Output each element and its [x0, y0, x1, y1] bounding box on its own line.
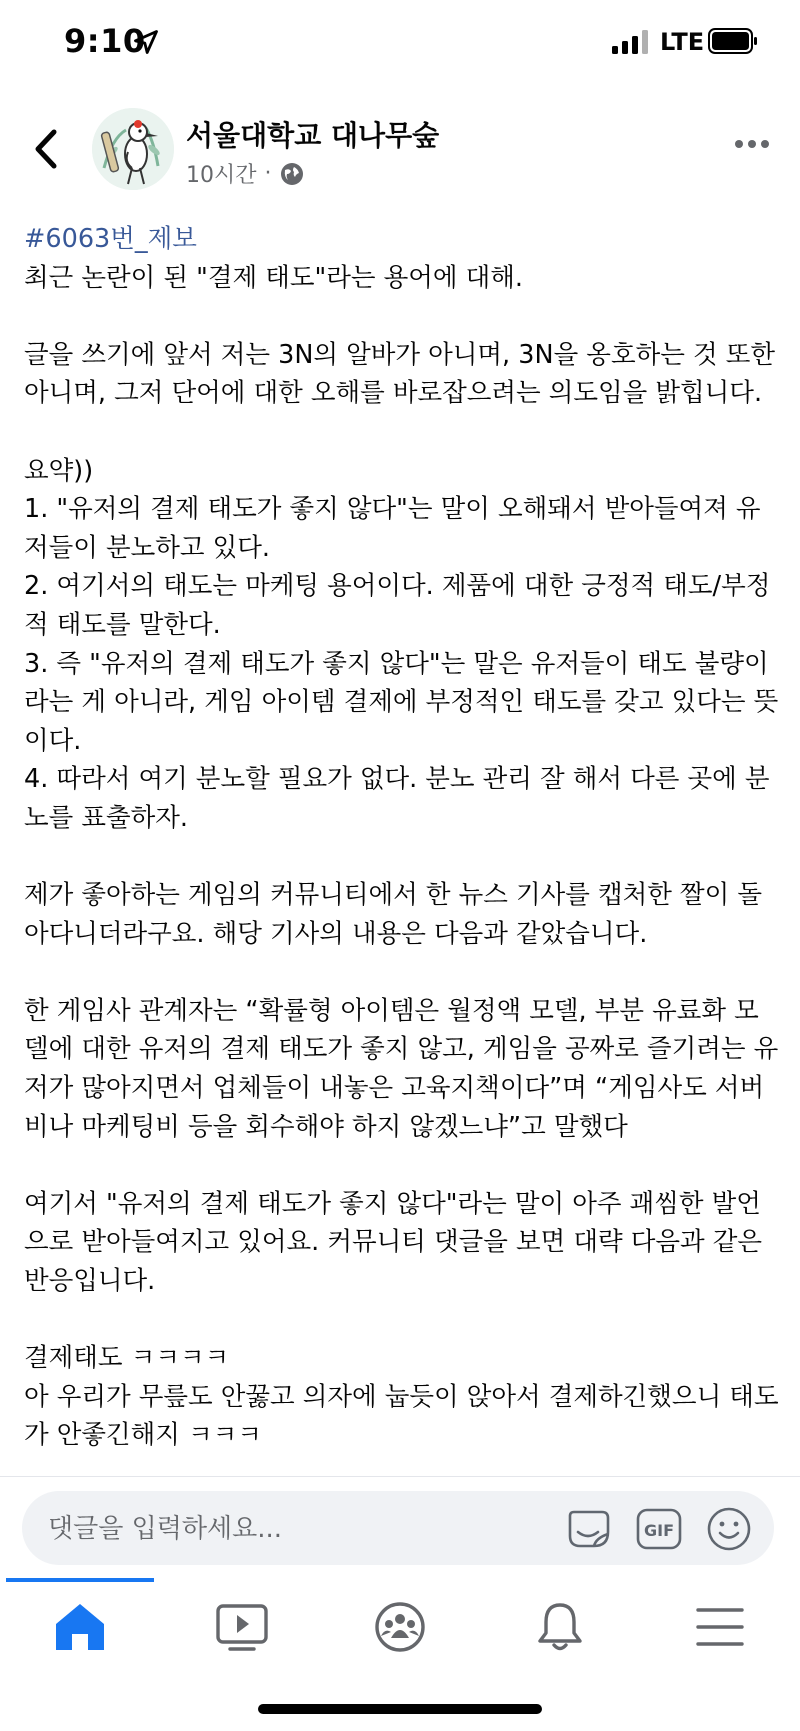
comment-bar [0, 1476, 800, 1573]
menu-icon[interactable] [690, 1600, 750, 1654]
post-header [0, 100, 800, 200]
post-paragraph: 최근 논란이 된 "결제 태도"라는 용어에 대해. [24, 262, 523, 293]
post-paragraph: 3. 즉 "유저의 결제 태도가 좋지 않다"는 말은 유저들이 태도 불량이라는 게 아니라, 게임 아이템 결제에 부정적인 태도를 갖고 있다는 뜻이다. [24, 648, 779, 756]
sticker-icon[interactable] [566, 1506, 612, 1552]
status-bar [0, 0, 800, 90]
location-arrow-icon [132, 28, 160, 56]
back-chevron-icon[interactable] [30, 126, 62, 172]
cellular-signal-icon [612, 30, 650, 54]
comment-box[interactable] [22, 1491, 774, 1565]
home-indicator[interactable] [258, 1704, 542, 1714]
post-paragraph: 제가 좋아하는 게임의 커뮤니티에서 한 뉴스 기사를 캡처한 짤이 돌아다니더라구요. 해당 기사의 내용은 다음과 같았습니다. [24, 880, 763, 949]
groups-icon[interactable] [370, 1600, 430, 1654]
emoji-icon[interactable] [706, 1506, 752, 1552]
bamboo-bird-logo-icon [92, 108, 174, 190]
comment-input[interactable] [46, 1511, 490, 1547]
page-avatar[interactable] [92, 108, 174, 190]
network-type: LTE [660, 28, 705, 56]
post-paragraph: 한 게임사 관계자는 “확률형 아이템은 월정액 모델, 부분 유료화 모델에 대한 유저의 결제 태도가 좋지 않고, 게임을 공짜로 즐기려는 유저가 많아지면서 업체들이 내놓은 고육지책이다”며 “게임사도 서버비나 마케팅비 등을 회수해야 하지 않겠느냐”고 말했다 [24, 995, 779, 1142]
battery-icon [708, 28, 758, 54]
gif-icon[interactable] [636, 1506, 682, 1552]
gif-label: GIF [643, 1521, 675, 1540]
bottom-tab-bar [0, 1578, 800, 1678]
post-paragraph: 2. 여기서의 태도는 마케팅 용어이다. 제품에 대한 긍정적 태도/부정적 태도를 말한다. [24, 571, 771, 640]
post-hashtag[interactable]: #6063번_제보 [24, 224, 197, 254]
post-paragraph: 1. "유저의 결제 태도가 좋지 않다"는 말이 오해돼서 받아들여져 유저들이 분노하고 있다. [24, 494, 761, 563]
home-icon[interactable] [50, 1600, 110, 1654]
watch-video-icon[interactable] [212, 1600, 272, 1654]
post-paragraph: 글을 쓰기에 앞서 저는 3N의 알바가 아니며, 3N을 옹호하는 것 또한 아니며, 그저 단어에 대한 오해를 바로잡으려는 의도임을 밝힙니다. [24, 339, 775, 409]
page-name[interactable]: 서울대학교 대나무숲 [186, 119, 440, 152]
post-paragraph: 결제태도 ㅋㅋㅋㅋ [24, 1343, 230, 1374]
post-body [24, 220, 780, 1475]
post-meta [186, 158, 304, 189]
globe-icon [280, 162, 304, 186]
notifications-bell-icon[interactable] [530, 1600, 590, 1654]
post-time[interactable]: 10시간 [186, 163, 257, 188]
active-tab-indicator [6, 1578, 154, 1582]
post-paragraph: 4. 따라서 여기 분노할 필요가 없다. 분노 관리 잘 해서 다른 곳에 분노를 표출하자. [24, 764, 770, 833]
more-options-icon[interactable] [734, 138, 770, 150]
status-time: 9:10 [64, 22, 146, 60]
meta-separator: · [264, 161, 272, 186]
post-paragraph: 여기서 "유저의 결제 태도가 좋지 않다"라는 말이 아주 괘씸한 발언으로 받아들여지고 있어요. 커뮤니티 댓글을 보면 대략 다음과 같은 반응입니다. [24, 1188, 763, 1297]
post-paragraph: 요약)) [24, 455, 94, 486]
post-paragraph: 아 우리가 무릎도 안꿇고 의자에 눕듯이 앉아서 결제하긴했으니 태도가 안좋긴해지 ㅋㅋㅋ [24, 1381, 779, 1451]
